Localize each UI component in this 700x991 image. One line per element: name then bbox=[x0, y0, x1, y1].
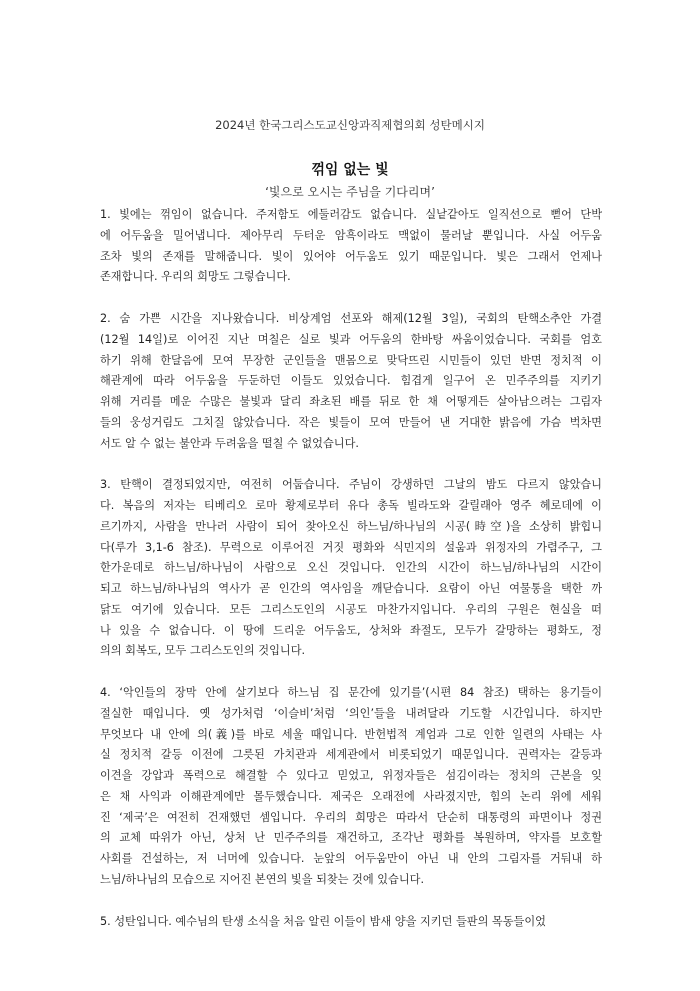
paragraph-line: 은 채 사익과 이해관계에만 몰두했습니다. 제국은 오래전에 사라졌지만, 힘의 논리 위에 세워 bbox=[100, 789, 602, 803]
paragraph-line: 다(루가 3,1-6 참조). 무력으로 이루어진 거짓 평화와 식민지의 설움과 위정자의 가렴주구, 그 bbox=[100, 540, 602, 554]
paragraph-line: 한가운데로 하느님/하나님이 사람으로 오신 것입니다. 인간의 시간이 하느님/하나님의 시간이 bbox=[100, 561, 602, 575]
paragraph-line: 느님/하나님의 모습으로 지어진 본연의 빛을 되찾는 것에 있습니다. bbox=[100, 872, 425, 886]
paragraph-1 bbox=[100, 205, 602, 288]
paragraph-line: 닭도 여기에 있습니다. 모든 그리스도인의 시공도 마찬가지입니다. 우리의 구원은 현실을 떠 bbox=[100, 602, 602, 616]
paragraph-line: 의 교체 따위가 아닌, 상처 난 민주주의를 재건하고, 조각난 평화를 복원하며, 약자를 보호할 bbox=[100, 831, 602, 845]
paragraph-line: 나 있을 수 없습니다. 이 땅에 드리운 어두움도, 상처와 좌절도, 모두가 갈망하는 평화도, 정 bbox=[100, 623, 602, 637]
paragraph-4 bbox=[100, 683, 602, 891]
paragraph-line: 4. ‘악인들의 장막 안에 살기보다 하느님 집 문간에 있기를’(시편 84 참조) 택하는 용기들이 bbox=[100, 686, 602, 699]
paragraph-line: 1. 빛에는 꺾임이 없습니다. 주저함도 에둘러감도 없습니다. 실낱같아도 일직선으로 뻗어 단박 bbox=[100, 208, 602, 221]
paragraph-3 bbox=[100, 475, 602, 662]
paragraph-5 bbox=[100, 912, 602, 933]
document-title: 꺾임 없는 빛 bbox=[311, 162, 389, 178]
paragraph-line: 사회를 건설하는, 저 너머에 있습니다. 눈앞의 어두움만이 아닌 내 안의 그림자를 거둬내 하 bbox=[100, 852, 602, 865]
paragraph-line: 의의 회복도, 모두 그리스도인의 것입니다. bbox=[100, 644, 306, 658]
paragraph-line: 실 정치적 갈등 이전에 그릇된 가치관과 세계관에서 비롯되었기 때문입니다. 권력자는 갈등과 bbox=[100, 748, 602, 762]
paragraph-line: (12월 14일)로 이어진 지난 며칠은 실로 빛과 어두움의 한바탕 싸움이었습니다. 국회를 엄호 bbox=[100, 332, 602, 346]
paragraph-line: 진 ‘제국’은 여전히 건재했던 셈입니다. 우리의 희망은 따라서 단순히 대통령의 파면이나 정권 bbox=[100, 810, 602, 824]
paragraph-2 bbox=[100, 309, 602, 454]
document-header: 2024년 한국그리스도교신앙과직제협의회 성탄메시지 bbox=[215, 118, 485, 132]
paragraph-line: 절실한 때입니다. 옛 성가처럼 ‘이슬비’처럼 ‘의인’들을 내려달라 기도할 시간입니다. 하지만 bbox=[100, 706, 602, 720]
paragraph-line: 5. 성탄입니다. 예수님의 탄생 소식을 처음 알린 이들이 밤새 양을 지키던 들판의 목동들이었 bbox=[100, 914, 546, 928]
paragraph-line: 되고 하느님/하나님의 역사가 곧 인간의 역사임을 깨닫습니다. 요람이 아닌 여물통을 택한 까 bbox=[100, 582, 602, 595]
document-body bbox=[100, 205, 602, 953]
document-subtitle: ‘빛으로 오시는 주님을 기다리며’ bbox=[265, 185, 435, 199]
paragraph-line: 2. 숨 가쁜 시간을 지나왔습니다. 비상계엄 선포와 해제(12월 3일), 국회의 탄핵소추안 가결 bbox=[100, 312, 602, 325]
paragraph-line: 존재합니다. 우리의 희망도 그렇습니다. bbox=[100, 270, 291, 284]
paragraph-line: 위해 거리를 메운 수많은 불빛과 달리 좌초된 배를 뒤로 한 채 어떻게든 살아남으려는 그림자 bbox=[100, 395, 602, 408]
paragraph-line: 해관계에 따라 어두움을 두둔하던 이들도 있었습니다. 힘겹게 일구어 온 민주주의를 지키기 bbox=[100, 374, 602, 388]
paragraph-line: 서도 알 수 없는 불안과 두려움을 떨칠 수 없었습니다. bbox=[100, 436, 359, 450]
paragraph-line: 르기까지, 사람을 만나러 사람이 되어 찾아오신 하느님/하나님의 시공(時空)을 소상히 밝힙니 bbox=[100, 519, 602, 533]
paragraph-line: 들의 웅성거림도 그치질 않았습니다. 작은 빛들이 모여 만들어 낸 거대한 밝음에 가슴 벅차면 bbox=[100, 415, 602, 429]
paragraph-line: 무엇보다 내 안에 의(義)를 바로 세울 때입니다. 반헌법적 계엄과 그로 인한 일련의 사태는 사 bbox=[100, 727, 602, 741]
paragraph-line: 이견을 강압과 폭력으로 해결할 수 있다고 믿었고, 위정자들은 섬김이라는 정치의 근본을 잊 bbox=[100, 769, 602, 782]
paragraph-line: 하기 위해 한달음에 모여 무장한 군인들을 맨몸으로 맞닥뜨린 시민들이 있던 반면 정치적 이 bbox=[100, 353, 602, 367]
paragraph-line: 3. 탄핵이 결정되었지만, 여전히 어둡습니다. 주님이 강생하던 그날의 밤도 다르지 않았습니 bbox=[100, 478, 602, 492]
paragraph-line: 조차 빛의 존재를 말해줍니다. 빛이 있어야 어두움도 있기 때문입니다. 빛은 그래서 언제나 bbox=[100, 249, 602, 263]
paragraph-line: 다. 복음의 저자는 티베리오 로마 황제로부터 유다 총독 빌라도와 갈릴래아 영주 헤로데에 이 bbox=[100, 499, 602, 512]
paragraph-line: 에 어두움을 밀어냅니다. 제아무리 두터운 암흑이라도 맥없이 물러날 뿐입니다. 사실 어두움 bbox=[100, 228, 602, 242]
